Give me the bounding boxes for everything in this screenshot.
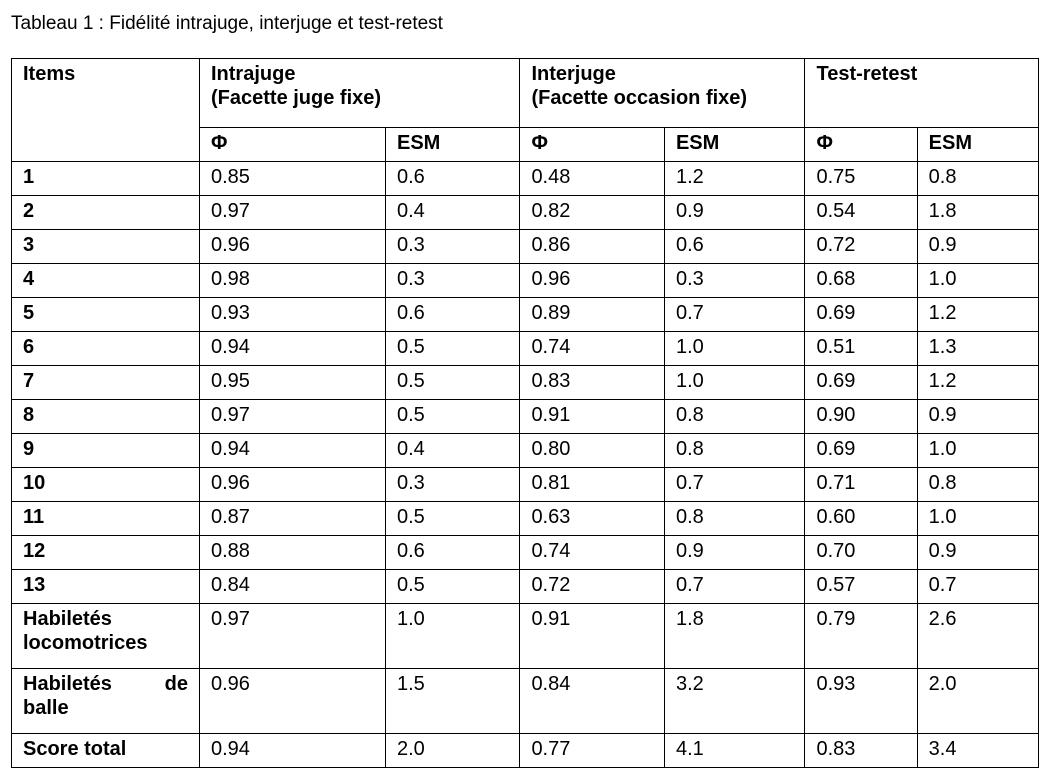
header-testretest-esm: ESM	[917, 128, 1038, 162]
tr-esm-cell: 1.2	[917, 366, 1038, 400]
tr-phi-cell: 0.71	[805, 468, 917, 502]
inter-phi-cell: 0.74	[520, 332, 665, 366]
item-label: 2	[12, 196, 200, 230]
tr-phi-cell: 0.54	[805, 196, 917, 230]
header-interjuge-phi: Φ	[520, 128, 665, 162]
inter-phi-cell: 0.63	[520, 502, 665, 536]
table-row	[12, 502, 1039, 536]
table-row-locomotrices	[12, 604, 1039, 669]
item-label: 11	[12, 502, 200, 536]
intra-phi-cell: 0.87	[200, 502, 386, 536]
table-row	[12, 162, 1039, 196]
inter-esm-cell: 0.7	[664, 468, 805, 502]
intra-phi-cell: 0.96	[200, 669, 386, 734]
tr-esm-cell: 2.6	[917, 604, 1038, 669]
intra-phi-cell: 0.94	[200, 434, 386, 468]
header-testretest-phi: Φ	[805, 128, 917, 162]
intra-esm-cell: 0.6	[385, 298, 519, 332]
tr-esm-cell: 0.8	[917, 468, 1038, 502]
tr-phi-cell: 0.83	[805, 734, 917, 768]
tr-esm-cell: 0.9	[917, 536, 1038, 570]
intra-phi-cell: 0.98	[200, 264, 386, 298]
item-label: 13	[12, 570, 200, 604]
tr-esm-cell: 1.0	[917, 502, 1038, 536]
inter-esm-cell: 0.3	[664, 264, 805, 298]
intra-esm-cell: 0.6	[385, 536, 519, 570]
header-interjuge: Interjuge (Facette occasion fixe)	[520, 59, 805, 128]
item-label: 8	[12, 400, 200, 434]
tr-esm-cell: 1.0	[917, 434, 1038, 468]
table-row-score-total	[12, 734, 1039, 768]
intra-esm-cell: 1.5	[385, 669, 519, 734]
table-row-balle	[12, 669, 1039, 734]
tr-phi-cell: 0.69	[805, 434, 917, 468]
inter-esm-cell: 0.7	[664, 570, 805, 604]
item-label-score-total: Score total	[12, 734, 200, 768]
inter-esm-cell: 0.8	[664, 434, 805, 468]
table-row	[12, 536, 1039, 570]
intra-phi-cell: 0.85	[200, 162, 386, 196]
intra-esm-cell: 0.5	[385, 366, 519, 400]
header-intrajuge: Intrajuge (Facette juge fixe)	[200, 59, 520, 128]
header-test-retest: Test-retest	[805, 59, 1039, 128]
intra-phi-cell: 0.97	[200, 400, 386, 434]
inter-phi-cell: 0.82	[520, 196, 665, 230]
reliability-table	[11, 58, 1039, 768]
header-intrajuge-esm: ESM	[385, 128, 519, 162]
inter-phi-cell: 0.77	[520, 734, 665, 768]
inter-phi-cell: 0.86	[520, 230, 665, 264]
intra-esm-cell: 0.5	[385, 332, 519, 366]
table-row	[12, 434, 1039, 468]
tr-phi-cell: 0.60	[805, 502, 917, 536]
intra-esm-cell: 0.3	[385, 230, 519, 264]
inter-esm-cell: 1.0	[664, 332, 805, 366]
item-label: 10	[12, 468, 200, 502]
intra-phi-cell: 0.84	[200, 570, 386, 604]
item-label: 7	[12, 366, 200, 400]
table-row	[12, 298, 1039, 332]
tr-phi-cell: 0.69	[805, 366, 917, 400]
tr-phi-cell: 0.68	[805, 264, 917, 298]
intra-esm-cell: 0.4	[385, 196, 519, 230]
inter-esm-cell: 0.8	[664, 502, 805, 536]
item-label: 6	[12, 332, 200, 366]
item-label: 1	[12, 162, 200, 196]
tr-esm-cell: 0.9	[917, 400, 1038, 434]
table-row	[12, 570, 1039, 604]
header-interjuge-esm: ESM	[664, 128, 805, 162]
inter-phi-cell: 0.84	[520, 669, 665, 734]
tr-esm-cell: 2.0	[917, 669, 1038, 734]
tr-phi-cell: 0.75	[805, 162, 917, 196]
tr-phi-cell: 0.51	[805, 332, 917, 366]
intra-esm-cell: 0.6	[385, 162, 519, 196]
tr-esm-cell: 0.7	[917, 570, 1038, 604]
intra-phi-cell: 0.94	[200, 332, 386, 366]
intra-phi-cell: 0.97	[200, 604, 386, 669]
intra-phi-cell: 0.88	[200, 536, 386, 570]
tr-esm-cell: 0.9	[917, 230, 1038, 264]
header-items: Items	[12, 59, 200, 162]
inter-phi-cell: 0.96	[520, 264, 665, 298]
inter-esm-cell: 0.8	[664, 400, 805, 434]
inter-phi-cell: 0.91	[520, 604, 665, 669]
inter-esm-cell: 0.9	[664, 196, 805, 230]
tr-phi-cell: 0.90	[805, 400, 917, 434]
inter-phi-cell: 0.81	[520, 468, 665, 502]
tr-phi-cell: 0.70	[805, 536, 917, 570]
intra-phi-cell: 0.93	[200, 298, 386, 332]
intra-esm-cell: 0.3	[385, 468, 519, 502]
table-row	[12, 264, 1039, 298]
intra-esm-cell: 0.3	[385, 264, 519, 298]
item-label: 12	[12, 536, 200, 570]
inter-phi-cell: 0.48	[520, 162, 665, 196]
inter-esm-cell: 4.1	[664, 734, 805, 768]
inter-esm-cell: 0.6	[664, 230, 805, 264]
inter-esm-cell: 0.7	[664, 298, 805, 332]
intra-esm-cell: 0.5	[385, 502, 519, 536]
inter-phi-cell: 0.80	[520, 434, 665, 468]
intra-esm-cell: 0.4	[385, 434, 519, 468]
table-caption: Tableau 1 : Fidélité intrajuge, interjuge et test-retest	[11, 13, 443, 34]
table-row	[12, 332, 1039, 366]
intra-esm-cell: 0.5	[385, 400, 519, 434]
item-label: 3	[12, 230, 200, 264]
inter-esm-cell: 1.8	[664, 604, 805, 669]
table-row	[12, 230, 1039, 264]
intra-phi-cell: 0.96	[200, 468, 386, 502]
tr-phi-cell: 0.93	[805, 669, 917, 734]
intra-phi-cell: 0.94	[200, 734, 386, 768]
inter-esm-cell: 3.2	[664, 669, 805, 734]
tr-esm-cell: 1.8	[917, 196, 1038, 230]
table-row	[12, 196, 1039, 230]
tr-esm-cell: 1.2	[917, 298, 1038, 332]
inter-esm-cell: 0.9	[664, 536, 805, 570]
item-label-balle: Habiletés de balle	[12, 669, 200, 734]
inter-phi-cell: 0.91	[520, 400, 665, 434]
tr-esm-cell: 1.3	[917, 332, 1038, 366]
tr-phi-cell: 0.69	[805, 298, 917, 332]
intra-phi-cell: 0.95	[200, 366, 386, 400]
inter-phi-cell: 0.74	[520, 536, 665, 570]
header-intrajuge-phi: Φ	[200, 128, 386, 162]
tr-phi-cell: 0.72	[805, 230, 917, 264]
intra-esm-cell: 0.5	[385, 570, 519, 604]
tr-esm-cell: 0.8	[917, 162, 1038, 196]
inter-phi-cell: 0.72	[520, 570, 665, 604]
table-row	[12, 468, 1039, 502]
header-row-groups	[12, 59, 1039, 128]
table-row	[12, 400, 1039, 434]
tr-esm-cell: 1.0	[917, 264, 1038, 298]
inter-phi-cell: 0.83	[520, 366, 665, 400]
item-label-locomotrices: Habiletés locomotrices	[12, 604, 200, 669]
intra-esm-cell: 1.0	[385, 604, 519, 669]
item-label: 4	[12, 264, 200, 298]
table-row	[12, 366, 1039, 400]
inter-esm-cell: 1.2	[664, 162, 805, 196]
tr-phi-cell: 0.57	[805, 570, 917, 604]
tr-phi-cell: 0.79	[805, 604, 917, 669]
inter-esm-cell: 1.0	[664, 366, 805, 400]
inter-phi-cell: 0.89	[520, 298, 665, 332]
item-label: 9	[12, 434, 200, 468]
intra-phi-cell: 0.97	[200, 196, 386, 230]
intra-phi-cell: 0.96	[200, 230, 386, 264]
item-label: 5	[12, 298, 200, 332]
tr-esm-cell: 3.4	[917, 734, 1038, 768]
intra-esm-cell: 2.0	[385, 734, 519, 768]
